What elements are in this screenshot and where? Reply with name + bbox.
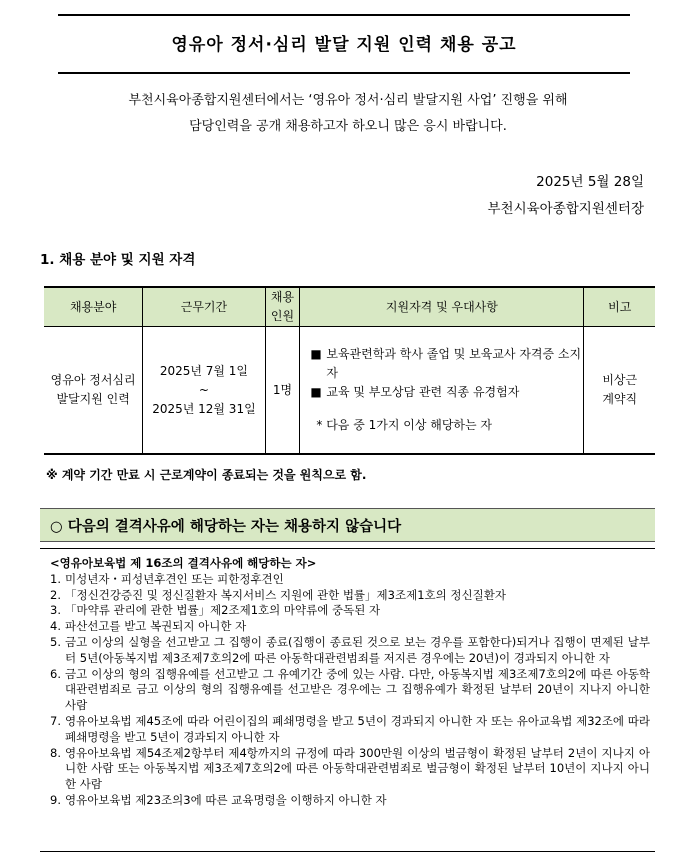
intro-line-2: 담당인력을 공개 채용하고자 하오니 많은 응시 바랍니다. [189, 119, 507, 134]
title-top-rule [58, 14, 630, 16]
list-item: 8. 영유아보육법 제54조제2항부터 제4항까지의 규정에 따라 300만원 이상의 벌금형이 확정된 날부터 2년이 지나지 아니한 사람 또는 아동복지법 제3조제7호의2에 따른 아동학대관련범죄로 벌금형이 확정된 날부터 10년이 지나지 아니한 사람 [50, 745, 650, 792]
disqualification-list [50, 556, 650, 809]
list-item: 4. 파산선고를 받고 복권되지 아니한 자 [50, 619, 247, 634]
list-item: 3. 「마약류 관리에 관한 법률」제2조제1호의 마약류에 중독된 자 [50, 603, 381, 618]
qualification-item-2: ■ 교육 및 부모상담 관련 직종 유경험자 [310, 383, 583, 402]
header-count: 채용 인원 [265, 287, 300, 327]
list-item: 2. 「정신건강증진 및 정신질환자 복지서비스 지원에 관한 법률」제3조제1호의 정신질환자 [50, 587, 506, 602]
table-header-row [44, 287, 655, 327]
header-qualification: 지원자격 및 우대사항 [300, 287, 584, 327]
square-bullet-icon: ■ [310, 385, 322, 399]
page-title: 영유아 정서·심리 발달 지원 인력 채용 공고 [171, 35, 517, 55]
list-item: 9. 영유아보육법 제23조의3에 따른 교육명령을 이행하지 아니한 자 [50, 792, 387, 807]
recruitment-table [44, 286, 655, 455]
header-remarks: 비고 [584, 287, 655, 327]
cell-remarks: 비상근 계약직 [584, 327, 655, 455]
title-bottom-rule [58, 72, 630, 74]
cell-qualification [300, 327, 584, 455]
list-heading: <영유아보육법 제 16조의 결격사유에 해당하는 자> [50, 556, 317, 570]
announcement-date: 2025년 5월 28일 [536, 174, 644, 190]
list-top-rule [40, 548, 655, 549]
issuer-name: 부천시육아종합지원센터장 [487, 201, 644, 217]
list-item: 6. 금고 이상의 형의 집행유예를 선고받고 그 유예기간 중에 있는 사람. 다만, 아동복지법 제3조제7호의2에 따른 아동학대관련범죄로 금고 이상의 형의 집행유예를 선고받은 경우에는 그 집행유예가 확정된 날부터 20년이 지나지 아니한 사람 [50, 666, 650, 713]
cell-count: 1명 [265, 327, 300, 455]
disqualification-banner [40, 508, 655, 542]
section1-heading: 1. 채용 분야 및 지원 자격 [40, 252, 196, 268]
list-item: 5. 금고 이상의 실형을 선고받고 그 집행이 종료(집행이 종료된 것으로 보는 경우를 포함한다)되거나 집행이 면제된 날부터 5년(아동복지법 제3조제7호의2에 따른 아동학대관련범죄를 저지른 경우에는 20년)이 경과되지 아니한 자 [50, 634, 650, 665]
qualification-item-1: ■ 보육관련학과 학사 졸업 및 보육교사 자격증 소지자 [310, 345, 583, 383]
list-bottom-rule [40, 851, 655, 852]
square-bullet-icon: ■ [310, 347, 322, 361]
contract-notice: ※ 계약 기간 만료 시 근로계약이 종료되는 것을 원칙으로 함. [46, 468, 367, 482]
intro-line-1: 부천시육아종합지원센터에서는 ‘영유아 정서·심리 발달지원 사업’ 진행을 위해 [128, 93, 568, 108]
header-field: 채용분야 [44, 287, 143, 327]
list-item: 1. 미성년자・피성년후견인 또는 피한정후견인 [50, 571, 284, 586]
cell-period: 2025년 7월 1일 ~ 2025년 12월 31일 [143, 327, 265, 455]
header-period: 근무기간 [143, 287, 265, 327]
qualification-note: * 다음 중 1가지 이상 해당하는 자 [316, 418, 493, 432]
banner-text: ○ 다음의 결격사유에 해당하는 자는 채용하지 않습니다 [50, 519, 402, 535]
cell-field: 영유아 정서심리 발달지원 인력 [44, 327, 143, 455]
list-item: 7. 영유아보육법 제45조에 따라 어린이집의 폐쇄명령을 받고 5년이 경과되지 아니한 자 또는 유아교육법 제32조에 따라 폐쇄명령을 받고 5년이 경과되지 아니한 자 [50, 713, 650, 744]
table-row [44, 327, 655, 455]
